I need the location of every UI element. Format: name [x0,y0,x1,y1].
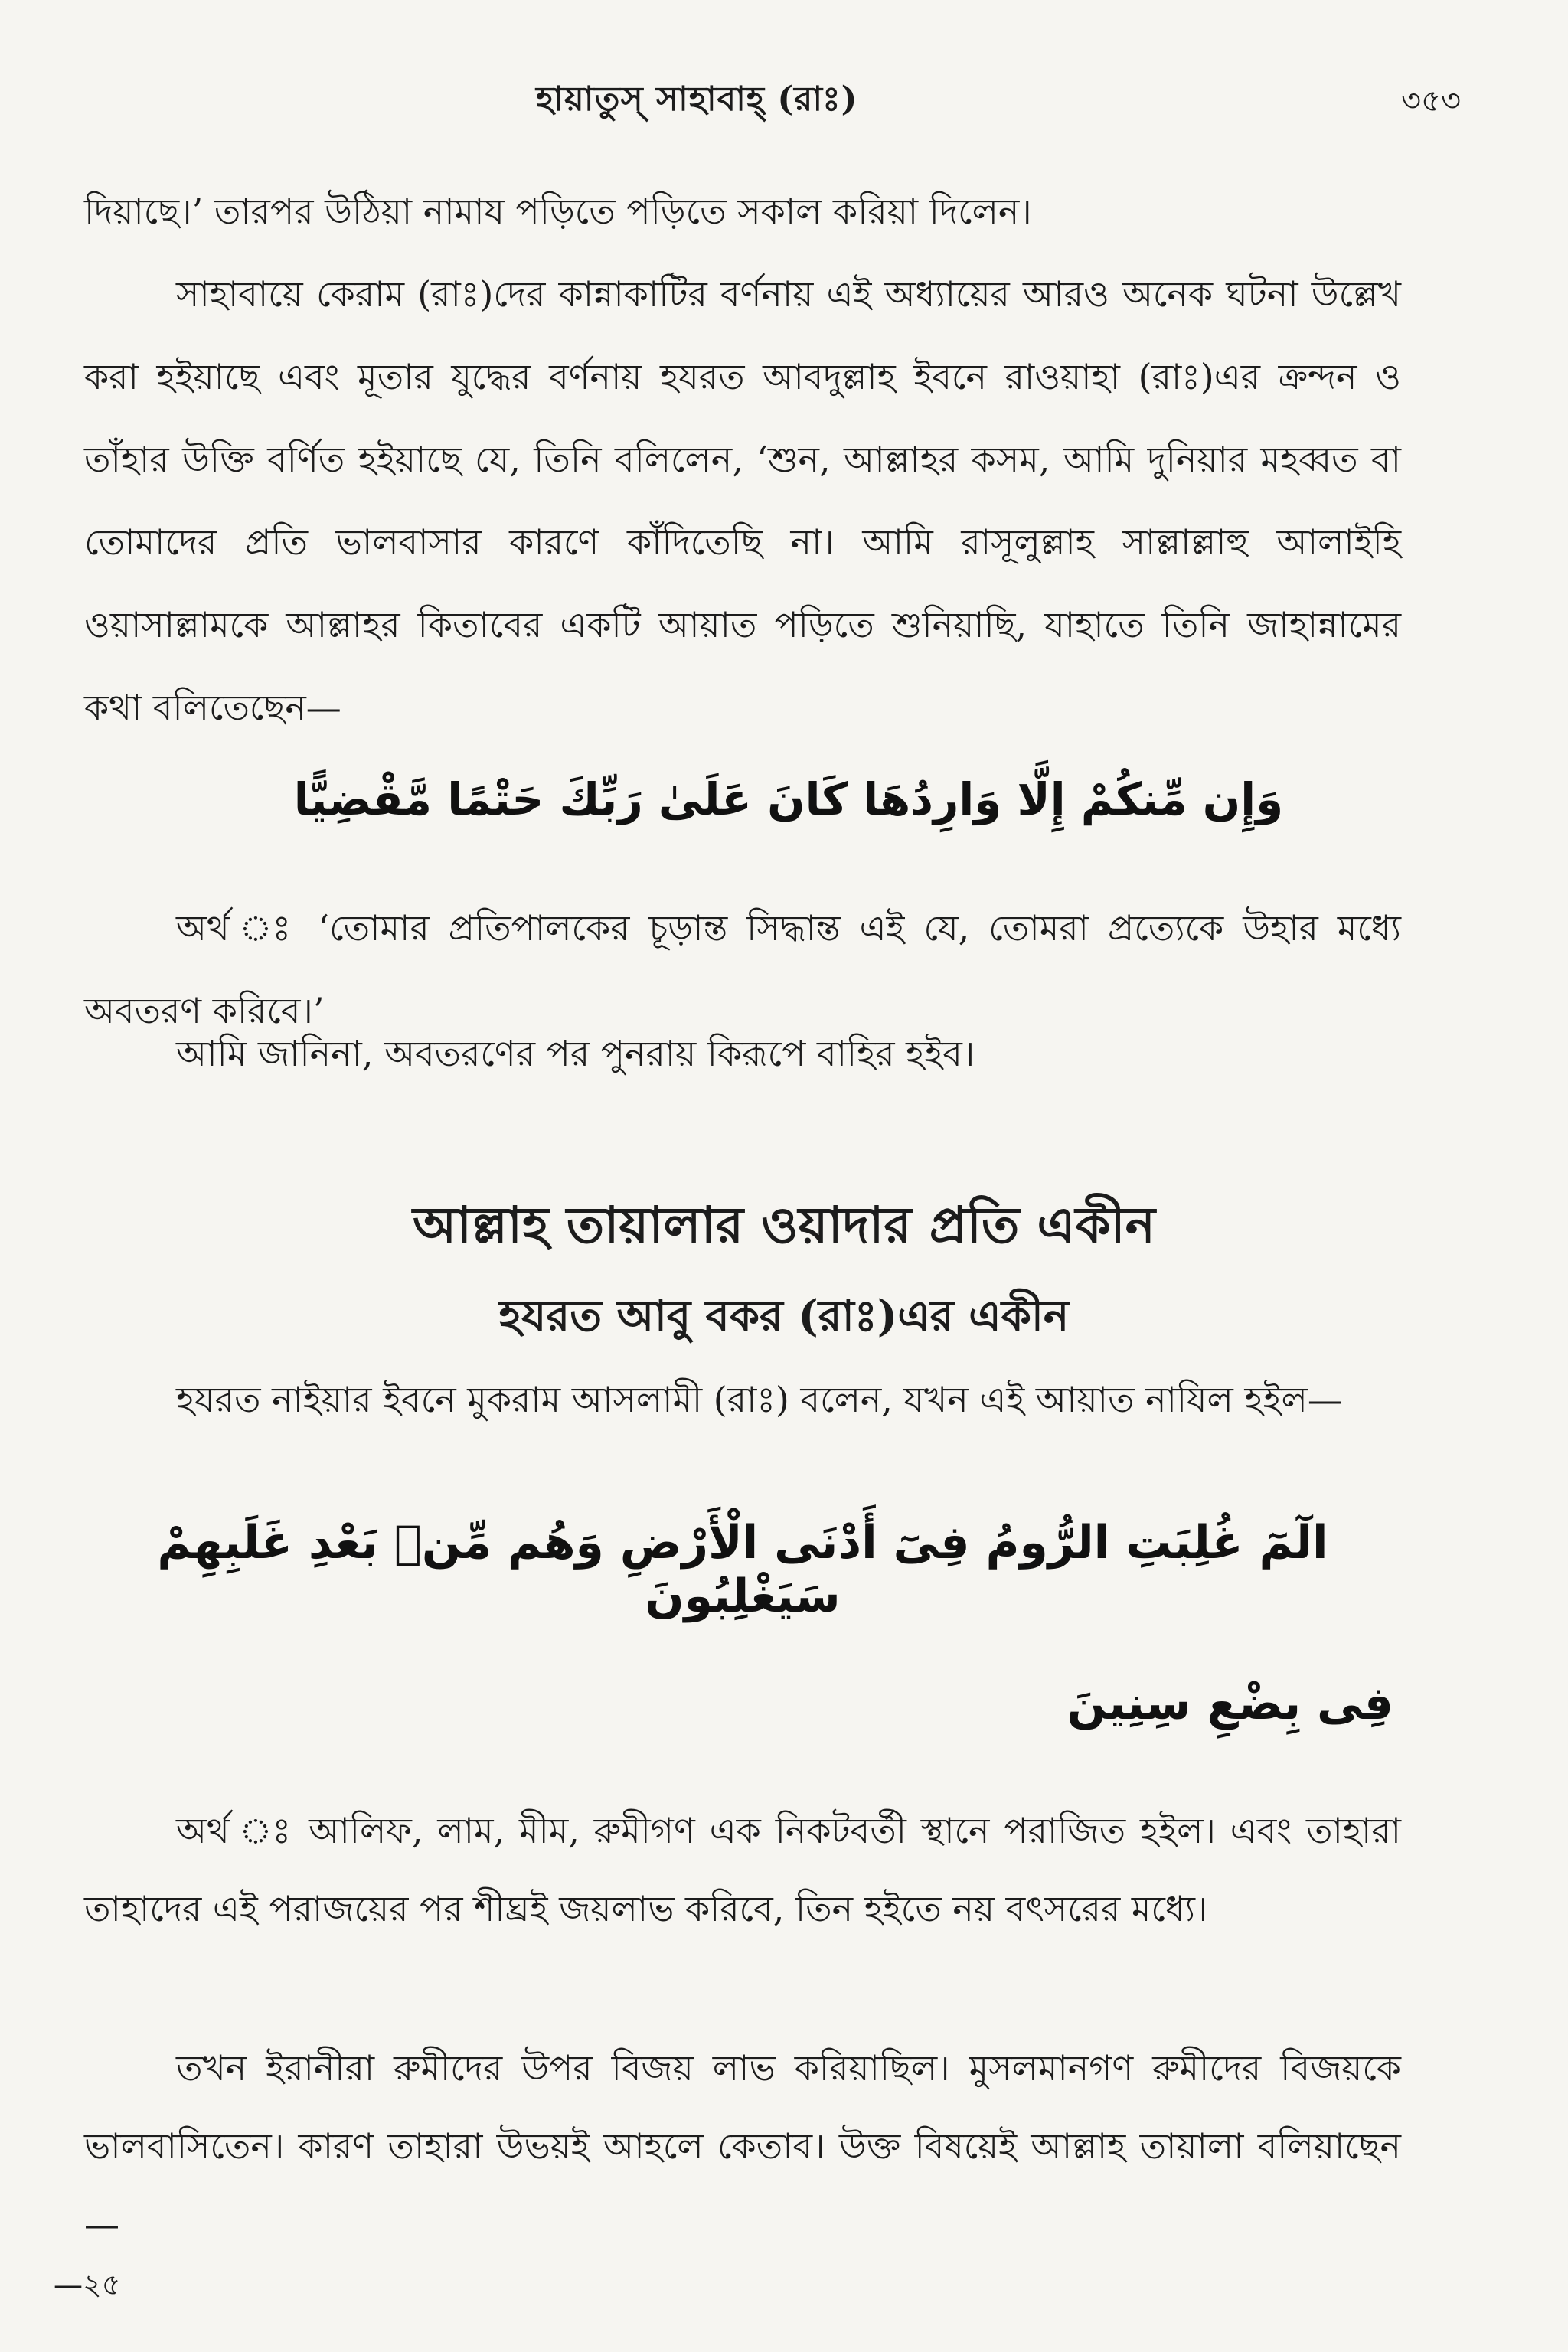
paragraph-5: তখন ইরানীরা রুমীদের উপর বিজয় লাভ করিয়াছিল। মুসলমানগণ রুমীদের বিজয়কে ভালবাসিতেন। কারণ তাহারা উভয়ই আহলে কেতাব। উক্ত বিষয়েই আল্লাহ তায়ালা বলিয়াছেন— [84,2047,1401,2245]
paragraph-2: সাহাবায়ে কেরাম (রাঃ)দের কান্নাকাটির বর্ণনায় এই অধ্যায়ের আরও অনেক ঘটনা উল্লেখ করা হইয়াছে এবং মূতার যুদ্ধের বর্ণনায় হযরত আবদুল্লাহ ইবনে রাওয়াহা (রাঃ)এর ক্রন্দন ও তাঁহার উক্তি বর্ণিত হইয়াছে যে, তিনি বলিলেন, ‘শুন, আল্লাহর কসম, আমি দুনিয়ার মহব্বত বা তোমাদের প্রতি ভালবাসার কারণে কাঁদিতেছি না। আমি রাসূলুল্লাহ সাল্লাল্লাহু আলাইহি ওয়াসাল্লামকে আল্লাহর কিতাবের একটি আয়াত পড়িতে শুনিয়াছি, যাহাতে তিনি জাহান্নামের কথা বলিতেছেন— [84,273,1401,728]
section-subheading: হযরত আবু বকর (রাঃ)এর একীন [498,1291,1070,1341]
page-signature: —২৫ [54,2268,121,2301]
verse-meaning-2: অর্থ ঃ আলিফ, লাম, মীম, রুমীগণ এক নিকটবর্তী স্থানে পরাজিত হইল। এবং তাহারা তাহাদের এই পরাজয়ের পর শীঘ্রই জয়লাভ করিবে, তিন হইতে নয় বৎসরের মধ্যে। [84,1810,1401,1929]
arabic-verse-1: وَإِن مِّنكُمْ إِلَّا وَارِدُهَا كَانَ عَلَىٰ رَبِّكَ حَتْمًا مَّقْضِيًّا [293,773,1284,825]
running-header [0,74,1568,135]
arabic-verse-2: الٓمٓ غُلِبَتِ الرُّومُ فِىٓ أَدْنَى الْأَرْضِ وَهُم مِّنۢ بَعْدِ غَلَبِهِمْ سَيَغْلِبُونَ [157,1516,1328,1623]
verse-meaning-1: অর্থ ঃ ‘তোমার প্রতিপালকের চূড়ান্ত সিদ্ধান্ত এই যে, তোমরা প্রত্যেকে উহার মধ্যে অবতরণ করিবে।’ [84,907,1401,1031]
section-heading: আল্লাহ তায়ালার ওয়াদার প্রতি একীন [413,1195,1155,1255]
paragraph-3: আমি জানিনা, অবতরণের পর পুনরায় কিরূপে বাহির হইব। [176,1033,975,1074]
paragraph-4: হযরত নাইয়ার ইবনে মুকরাম আসলামী (রাঃ) বলেন, যখন এই আয়াত নাযিল হইল— [176,1379,1343,1420]
arabic-verse-3: فِى بِضْعِ سِنِينَ [1067,1677,1393,1730]
page-title: হায়াতুস্ সাহাবাহ্ (রাঃ) [536,80,858,119]
page-number: ৩৫৩ [1401,83,1461,119]
paragraph-1: দিয়াছে।’ তারপর উঠিয়া নামায পড়িতে পড়িতে সকাল করিয়া দিলেন। [84,191,1032,232]
